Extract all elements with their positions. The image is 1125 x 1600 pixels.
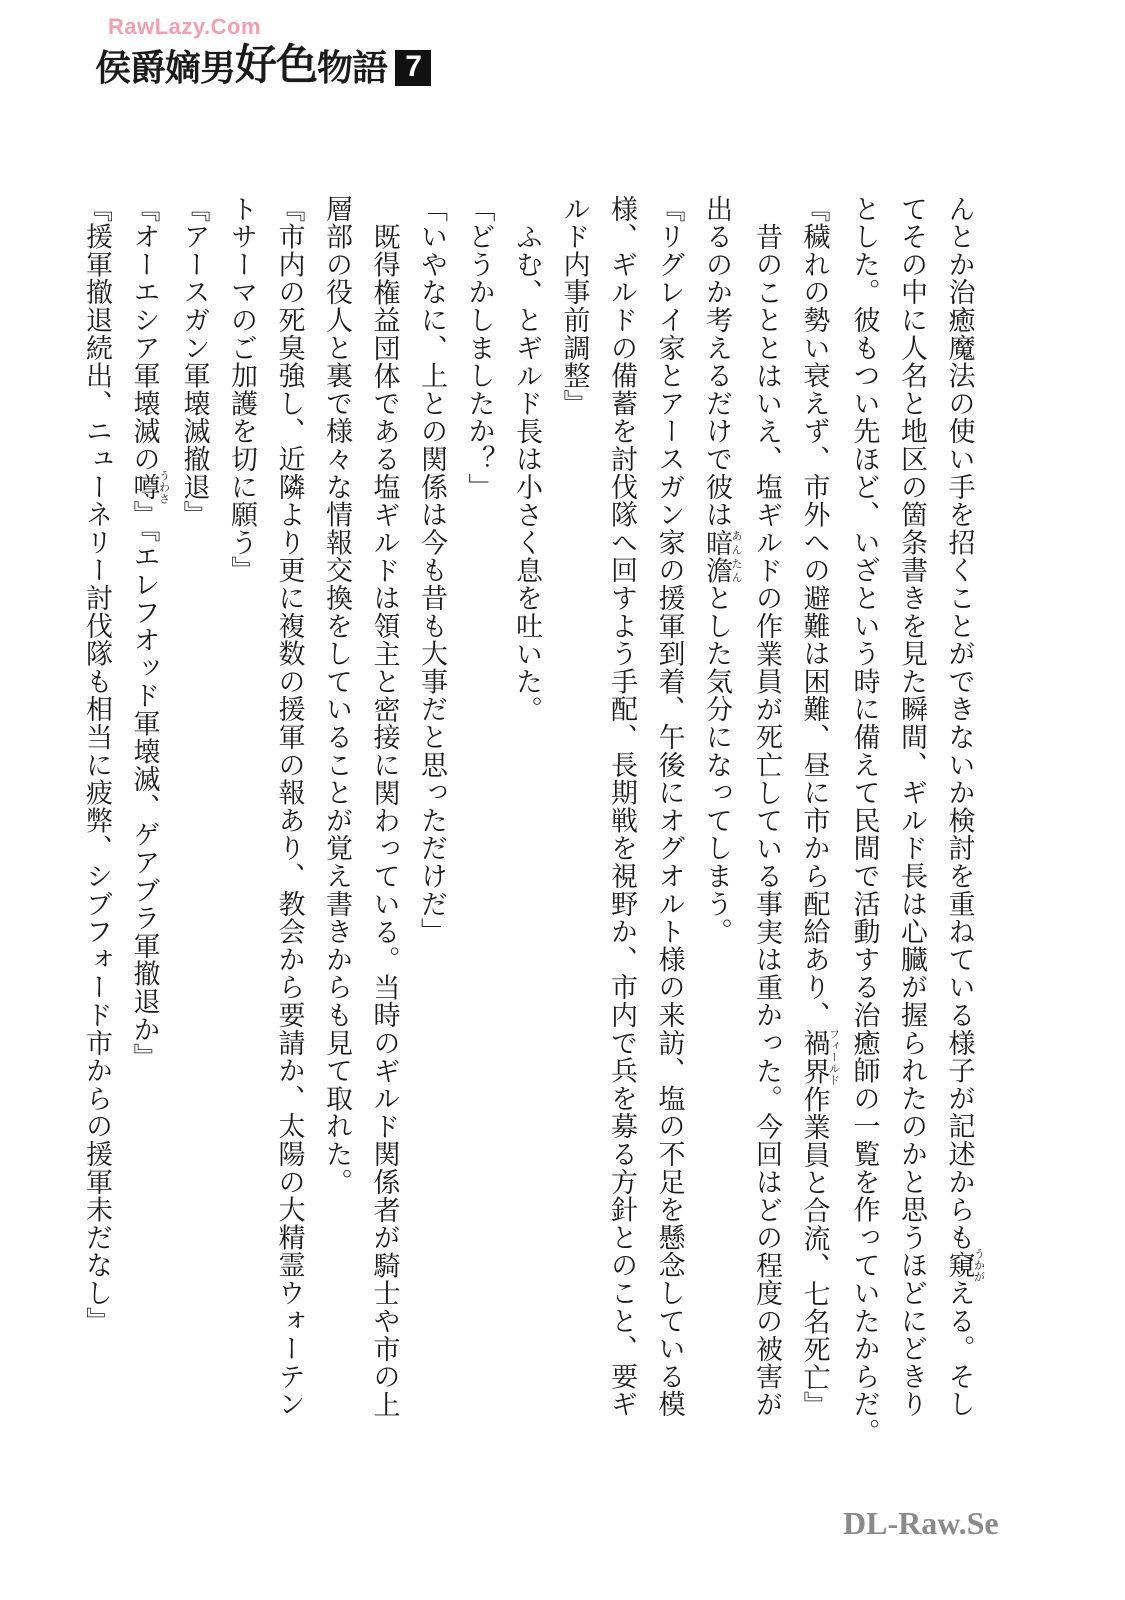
text-line: トサーマのご加護を切に願う』 [226, 195, 257, 585]
text-line [120, 195, 170, 1446]
volume-badge: 7 [395, 50, 431, 86]
text-line [790, 195, 840, 1446]
text-line: 既得権益団体である塩ギルドは領主と密接に関わっている。当時のギルド関係者が騎士や市の上 [368, 223, 400, 1419]
text-segment: 『穢れの勢い衰えず、市外への避難は困難、昼に市から配給あり、 [798, 195, 830, 1029]
text-line: 『リグレイ家とアースガン家の援軍到着、午後にオグオルト様の来訪、塩の不足を懸念している模 [653, 195, 685, 1419]
ruby-word: 禍界フィールド [798, 1028, 841, 1087]
text-line: 『アースガン軍壊滅撤退』 [178, 195, 210, 529]
text-line: ふむ、とギルド長は小さく息を吐いた。 [511, 223, 542, 724]
text-segment: とした気分になってしまう。 [701, 584, 732, 946]
text-line: てその中に人名と地区の箇条書きを見た瞬間、ギルド長は心臓が握られたのかと思うほどにどきり [896, 195, 927, 1419]
text-line: 昔のこととはいえ、塩ギルドの作業員が死亡している事実は重かった。今回はどの程度の被害が [751, 223, 782, 1419]
title-part-2: 好色 [235, 40, 318, 89]
book-title [95, 40, 431, 89]
text-line [693, 195, 743, 1446]
text-segment: える。そし [943, 1279, 975, 1419]
text-line: 層部の役人と裏で様々な情報交換をしていることが覚え書きからも見て取れた。 [321, 195, 352, 1196]
text-line: 様、ギルドの備蓄を討伐隊へ回すよう手配、長期戦を視野か、市内で兵を募る方針とのこと、要ギ [606, 195, 637, 1419]
text-segment: んとか治癒魔法の使い手を招くことができないか検討を重ねている様子が記述からも [943, 195, 975, 1252]
watermark-top: RawLazy.Com [108, 14, 262, 39]
watermark-bottom: DL-Raw.Se [843, 1505, 999, 1541]
text-line: 『市内の死臭強し、近隣より更に複数の援軍の報あり、教会から要請か、太陽の大精霊ウォーテン [273, 195, 305, 1419]
title-part-1: 侯爵嫡男 [95, 47, 236, 89]
text-segment: 』『エレフオッド軍壊滅、ゲアブラ軍撤退か』 [128, 500, 160, 1072]
text-segment: 『オーエシア軍壊滅の [128, 195, 160, 473]
text-line: 『援軍撤退続出、ニューネリー討伐隊も相当に疲弊、シブフォード市からの援軍未だなし』 [81, 195, 112, 1335]
title-part-3: 物語 [317, 47, 388, 89]
text-line: ルド内事前調整』 [558, 195, 590, 418]
ruby-word: 噂うわさ [128, 469, 171, 505]
text-line: とした。彼もつい先ほど、いざという時に備えて民間で活動する治癒師の一覧を作っていたからだ。 [848, 195, 880, 1446]
vertical-text-body [73, 195, 986, 1446]
text-segment: 出るのか考えるだけで彼は [701, 195, 732, 529]
text-segment: 作業員と合流、七名死亡』 [798, 1085, 830, 1420]
ruby-word: 暗澹あんたん [701, 528, 743, 585]
text-line: 「いやなに、上との関係は今も昔も大事だと思っただけだ」 [416, 195, 447, 946]
text-line: 「どうかしましたか？」 [463, 195, 495, 501]
ruby-word: 窺うかが [943, 1248, 986, 1283]
text-line [935, 195, 985, 1446]
